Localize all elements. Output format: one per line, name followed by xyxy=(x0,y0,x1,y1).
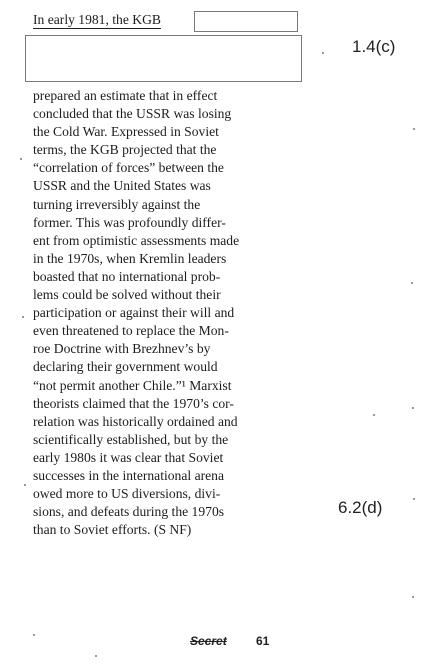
body-line: in the 1970s, when Kremlin leaders xyxy=(33,250,227,266)
body-line: terms, the KGB projected that the xyxy=(33,142,217,158)
body-line: relation was historically ordained and xyxy=(33,413,238,429)
body-line: successes in the international arena xyxy=(33,467,224,483)
redaction-box-inline xyxy=(194,11,298,32)
exemption-code-middle: 6.2(d) xyxy=(338,498,383,517)
body-line: ent from optimistic assessments made xyxy=(33,232,240,248)
scan-speck xyxy=(24,484,26,486)
body-line: boasted that no international prob- xyxy=(33,268,221,284)
opening-line: In early 1981, the KGB xyxy=(33,12,161,27)
body-paragraph xyxy=(33,87,313,539)
body-line: theorists claimed that the 1970’s cor- xyxy=(33,395,234,411)
scan-speck xyxy=(411,282,413,284)
scan-speck xyxy=(95,655,97,657)
body-line: concluded that the USSR was losing xyxy=(33,106,232,122)
scan-speck xyxy=(412,596,414,598)
body-line: scientifically established, but by the xyxy=(33,431,229,447)
body-line: roe Doctrine with Brezhnev’s by xyxy=(33,341,211,357)
body-line: lems could be solved without their xyxy=(33,287,221,303)
body-line: even threatened to replace the Mon- xyxy=(33,323,229,339)
scan-speck xyxy=(413,128,415,130)
body-line: “not permit another Chile.”¹ Marxist xyxy=(33,377,232,393)
body-line: prepared an estimate that in effect xyxy=(33,88,218,103)
page-number: 61 xyxy=(256,634,270,648)
classification-marking: Secret xyxy=(190,634,227,648)
scan-speck xyxy=(22,316,24,318)
scan-speck xyxy=(33,634,35,636)
scan-speck xyxy=(322,52,324,54)
redaction-box-block xyxy=(25,35,302,82)
body-line: participation or against their will and xyxy=(33,305,235,321)
body-line: turning irreversibly against the xyxy=(33,196,201,212)
body-line: sions, and defeats during the 1970s xyxy=(33,504,225,520)
body-line: USSR and the United States was xyxy=(33,178,211,194)
body-line: owed more to US diversions, divi- xyxy=(33,486,221,502)
body-line: than to Soviet efforts. (S NF) xyxy=(33,522,192,538)
body-line: early 1980s it was clear that Soviet xyxy=(33,449,224,465)
scan-speck xyxy=(412,407,414,409)
scan-speck xyxy=(373,414,375,416)
exemption-code-top: 1.4(c) xyxy=(352,37,396,56)
scan-speck xyxy=(20,158,22,160)
body-line: “correlation of forces” between the xyxy=(33,160,224,176)
scan-speck xyxy=(413,498,415,500)
body-line: the Cold War. Expressed in Soviet xyxy=(33,124,219,140)
body-line: declaring their government would xyxy=(33,359,218,375)
body-line: former. This was profoundly differ- xyxy=(33,214,226,230)
